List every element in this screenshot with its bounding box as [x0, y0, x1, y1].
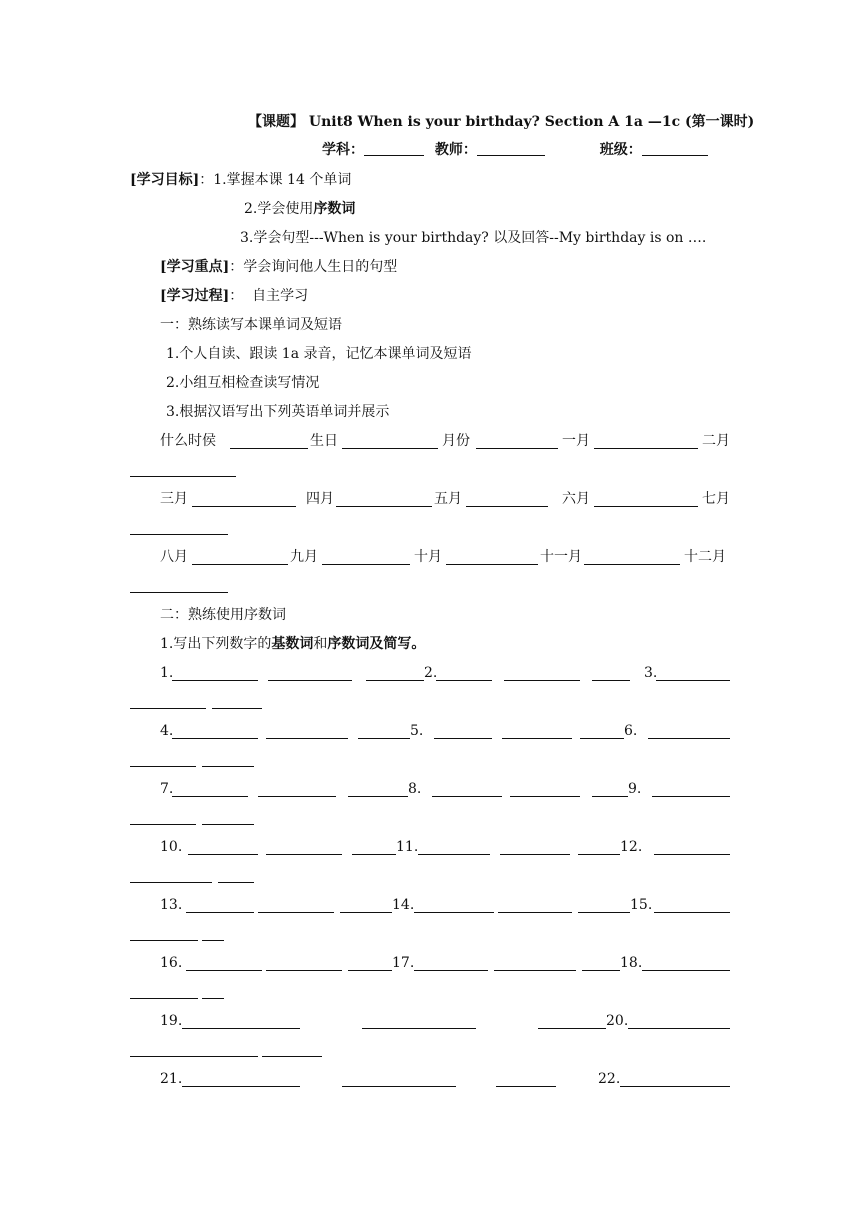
vocab-blank[interactable] [130, 578, 228, 593]
vocab-blank[interactable] [584, 550, 680, 565]
meta-row [322, 141, 708, 159]
answer-blank[interactable] [592, 782, 628, 797]
instr-text: 和 [313, 636, 328, 652]
number-label: 12. [620, 839, 643, 855]
number-label: 17. [392, 955, 415, 971]
number-label: 3. [644, 665, 658, 681]
answer-blank[interactable] [348, 956, 392, 971]
process-line [160, 287, 308, 305]
instr-bold-cardinal: 基数词 [271, 636, 314, 652]
vocab-label: 七月 [702, 491, 730, 507]
answer-blank[interactable] [212, 694, 262, 709]
vocab-blank[interactable] [230, 434, 308, 449]
number-label: 10. [160, 839, 183, 855]
number-label: 9. [628, 781, 642, 797]
answer-blank[interactable] [348, 782, 408, 797]
answer-blank[interactable] [620, 1072, 730, 1087]
part2-heading: 二：熟练使用序数词 [160, 607, 286, 623]
answer-blank[interactable] [182, 1072, 300, 1087]
vocab-label: 六月 [562, 491, 590, 507]
answer-blank[interactable] [182, 1014, 300, 1029]
answer-blank[interactable] [130, 810, 196, 825]
vocab-blank[interactable] [192, 492, 296, 507]
vocab-blank[interactable] [446, 550, 538, 565]
answer-blank[interactable] [172, 724, 258, 739]
answer-blank[interactable] [580, 724, 624, 739]
answer-blank[interactable] [628, 1014, 730, 1029]
number-label: 18. [620, 955, 643, 971]
answer-blank[interactable] [582, 956, 620, 971]
vocab-label: 五月 [434, 491, 462, 507]
part1-step2: 2.小组互相检查读写情况 [166, 375, 320, 391]
number-label: 19. [160, 1013, 183, 1029]
focus-text: 学会询问他人生日的句型 [243, 259, 398, 275]
vocab-label: 什么时侯 [160, 433, 216, 449]
objectives-line [130, 171, 351, 189]
number-label: 16. [160, 955, 183, 971]
objective-1: 1.掌握本课 14 个单词 [213, 172, 352, 188]
vocab-blank[interactable] [336, 492, 432, 507]
focus-line [160, 258, 397, 276]
answer-blank[interactable] [266, 956, 342, 971]
part1-heading: 一：熟练读写本课单词及短语 [160, 317, 342, 333]
vocab-label: 九月 [290, 549, 318, 565]
objective-2-bold: 序数词 [313, 201, 356, 217]
page-title: 【课题】 Unit8 When is your birthday? Section A 1a —1c (第一课时) [248, 114, 755, 130]
answer-blank[interactable] [592, 666, 630, 681]
vocab-label: 二月 [702, 433, 730, 449]
answer-blank[interactable] [496, 1072, 556, 1087]
answer-blank[interactable] [262, 1042, 322, 1057]
answer-blank[interactable] [510, 782, 580, 797]
answer-blank[interactable] [432, 782, 502, 797]
answer-blank[interactable] [340, 898, 392, 913]
part1-step3: 3.根据汉语写出下列英语单词并展示 [166, 404, 390, 420]
teacher-blank[interactable] [477, 141, 545, 156]
answer-blank[interactable] [494, 956, 576, 971]
number-label: 20. [606, 1013, 629, 1029]
answer-blank[interactable] [436, 666, 492, 681]
vocab-label: 十月 [414, 549, 442, 565]
answer-blank[interactable] [172, 666, 258, 681]
answer-blank[interactable] [130, 1042, 258, 1057]
answer-blank[interactable] [358, 724, 410, 739]
vocab-label: 一月 [562, 433, 590, 449]
number-label: 21. [160, 1071, 183, 1087]
vocab-label: 十二月 [684, 549, 726, 565]
answer-blank[interactable] [654, 840, 730, 855]
answer-blank[interactable] [130, 868, 212, 883]
number-label: 15. [630, 897, 653, 913]
answer-blank[interactable] [366, 666, 424, 681]
answer-blank[interactable] [172, 782, 248, 797]
answer-blank[interactable] [266, 724, 348, 739]
answer-blank[interactable] [202, 984, 224, 999]
answer-blank[interactable] [202, 810, 254, 825]
number-label: 13. [160, 897, 183, 913]
vocab-blank[interactable] [594, 492, 698, 507]
vocab-row-1 [160, 432, 730, 450]
answer-blank[interactable] [654, 898, 730, 913]
vocab-row-3 [160, 548, 730, 566]
vocab-label: 三月 [160, 491, 188, 507]
focus-sep: ： [229, 259, 244, 275]
vocab-blank[interactable] [594, 434, 698, 449]
instr-text: 1.写出下列数字的 [160, 636, 272, 652]
vocab-blank[interactable] [342, 434, 438, 449]
answer-blank[interactable] [202, 752, 254, 767]
answer-blank[interactable] [266, 840, 342, 855]
number-label: 14. [392, 897, 415, 913]
process-sep: ： [229, 288, 244, 304]
answer-blank[interactable] [188, 840, 258, 855]
number-label: 4. [160, 723, 174, 739]
answer-blank[interactable] [186, 898, 254, 913]
answer-blank[interactable] [418, 840, 490, 855]
vocab-label: 四月 [306, 491, 334, 507]
vocab-blank[interactable] [192, 550, 288, 565]
vocab-label: 十一月 [540, 549, 582, 565]
answer-blank[interactable] [130, 752, 196, 767]
answer-blank[interactable] [500, 840, 570, 855]
process-text: 自主学习 [243, 288, 309, 304]
answer-blank[interactable] [656, 666, 730, 681]
number-label: 2. [424, 665, 438, 681]
number-label: 11. [396, 839, 419, 855]
number-label: 6. [624, 723, 638, 739]
vocab-label: 八月 [160, 549, 188, 565]
objectives-label: [学习目标] [130, 172, 200, 188]
vocab-blank[interactable] [476, 434, 558, 449]
class-blank[interactable] [642, 141, 708, 156]
answer-blank[interactable] [578, 840, 620, 855]
focus-label: [学习重点] [160, 259, 230, 275]
answer-blank[interactable] [352, 840, 396, 855]
vocab-label: 月份 [442, 433, 470, 449]
answer-blank[interactable] [498, 898, 572, 913]
number-label: 1. [160, 665, 174, 681]
vocab-row-2 [160, 490, 730, 508]
answer-blank[interactable] [434, 724, 492, 739]
answer-blank[interactable] [130, 926, 198, 941]
vocab-label: 生日 [310, 433, 338, 449]
number-label: 5. [410, 723, 424, 739]
objective-2-text: 2.学会使用 [244, 201, 314, 217]
answer-blank[interactable] [538, 1014, 606, 1029]
answer-blank[interactable] [268, 666, 352, 681]
objective-2 [244, 200, 355, 218]
answer-blank[interactable] [342, 1072, 456, 1087]
answer-blank[interactable] [578, 898, 630, 913]
number-label: 8. [408, 781, 422, 797]
answer-blank[interactable] [414, 898, 494, 913]
class-label: 班级： [599, 142, 642, 158]
answer-blank[interactable] [258, 782, 336, 797]
teacher-label: 教师： [434, 142, 477, 158]
answer-blank[interactable] [218, 868, 254, 883]
number-label: 7. [160, 781, 174, 797]
objective-3: 3.学会句型---When is your birthday? 以及回答--My birthday is on …. [240, 230, 707, 246]
answer-blank[interactable] [414, 956, 488, 971]
part1-step1: 1.个人自读、跟读 1a 录音，记忆本课单词及短语 [166, 346, 472, 362]
answer-blank[interactable] [258, 898, 334, 913]
vocab-blank[interactable] [466, 492, 548, 507]
vocab-blank[interactable] [130, 462, 236, 477]
process-label: [学习过程] [160, 288, 230, 304]
answer-blank[interactable] [130, 984, 198, 999]
instr-bold-ordinal: 序数词及简写。 [327, 636, 426, 652]
answer-blank[interactable] [186, 956, 262, 971]
vocab-blank[interactable] [322, 550, 410, 565]
number-label: 22. [598, 1071, 621, 1087]
subject-blank[interactable] [364, 141, 424, 156]
answer-blank[interactable] [652, 782, 730, 797]
answer-blank[interactable] [362, 1014, 476, 1029]
subject-label: 学科： [322, 142, 364, 158]
part2-instruction [160, 635, 425, 653]
answer-blank[interactable] [642, 956, 730, 971]
answer-blank[interactable] [130, 694, 206, 709]
vocab-blank[interactable] [130, 520, 228, 535]
answer-blank[interactable] [502, 724, 572, 739]
answer-blank[interactable] [504, 666, 580, 681]
objectives-sep: ： [199, 172, 214, 188]
answer-blank[interactable] [648, 724, 730, 739]
answer-blank[interactable] [202, 926, 224, 941]
